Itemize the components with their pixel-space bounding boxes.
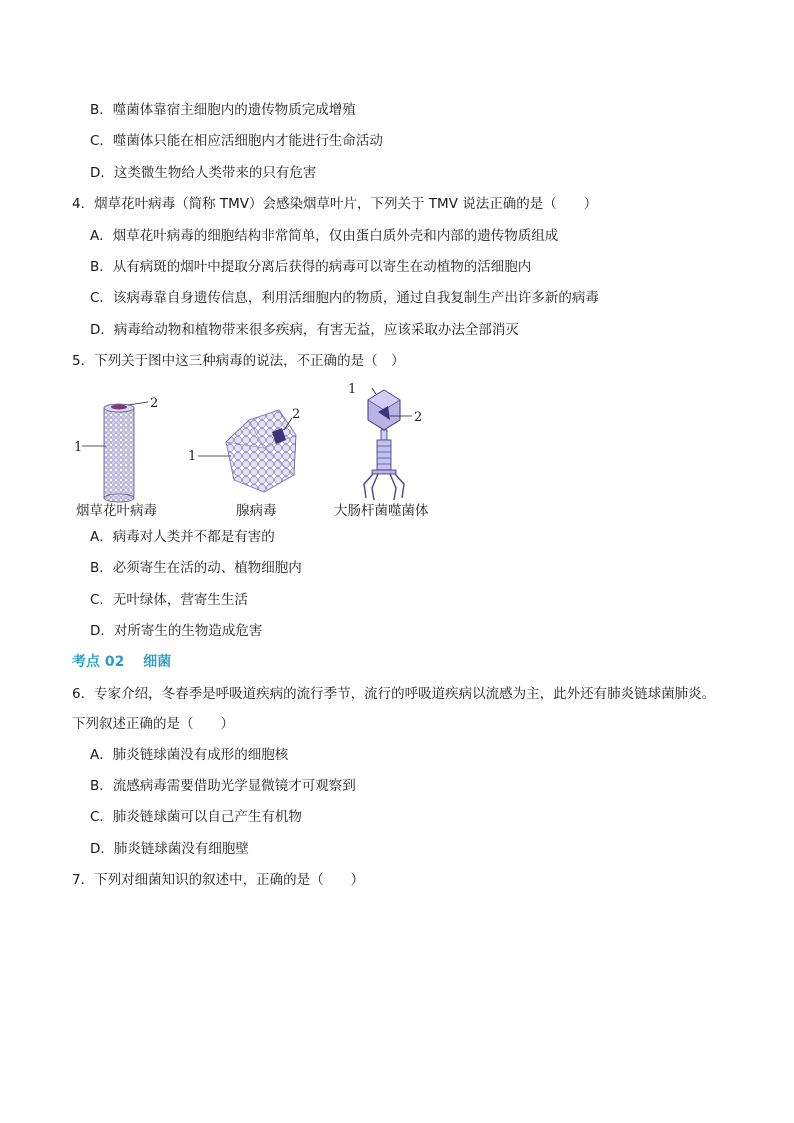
section-heading: 考点 02 细菌 (72, 654, 172, 670)
q3-option-b: B．噬菌体靠宿主细胞内的遗传物质完成增殖 (90, 102, 356, 118)
q5-option-b: B．必须寄生在活的动、植物细胞内 (90, 560, 302, 576)
tobacco-mosaic-virus-drawing (74, 396, 158, 502)
bacteriophage-drawing (348, 382, 422, 500)
q6-option-c: C．肺炎链球菌可以自己产生有机物 (90, 809, 302, 825)
caption-adenovirus: 腺病毒 (236, 503, 277, 519)
caption-tobacco-mosaic-virus: 烟草花叶病毒 (76, 503, 157, 519)
phage-label-1: 1 (348, 382, 357, 397)
q5-stem: 5．下列关于图中这三种病毒的说法，不正确的是（ ） (72, 353, 405, 369)
caption-bacteriophage: 大肠杆菌噬菌体 (334, 503, 429, 519)
phage-label-2: 2 (414, 410, 423, 425)
q6-stem-line1: 6．专家介绍，冬春季是呼吸道疾病的流行季节，流行的呼吸道疾病以流感为主，此外还有肺炎链球菌肺炎。 (72, 686, 716, 702)
q6-stem-line2: 下列叙述正确的是（ ） (72, 716, 234, 732)
q7-stem: 7．下列对细菌知识的叙述中，正确的是（ ） (72, 872, 365, 888)
q4-stem: 4．烟草花叶病毒（简称 TMV）会感染烟草叶片，下列关于 TMV 说法正确的是（ ） (72, 196, 598, 212)
q6-option-d: D．肺炎链球菌没有细胞壁 (90, 841, 249, 857)
adenovirus-label-2: 2 (292, 407, 301, 422)
q5-option-d: D．对所寄生的生物造成危害 (90, 623, 263, 639)
tmv-label-2: 2 (150, 396, 159, 411)
q3-option-c: C．噬菌体只能在相应活细胞内才能进行生命活动 (90, 133, 383, 149)
q5-option-c: C．无叶绿体，营寄生生活 (90, 592, 248, 608)
q4-option-a: A．烟草花叶病毒的细胞结构非常简单，仅由蛋白质外壳和内部的遗传物质组成 (90, 228, 559, 244)
q4-option-c: C．该病毒靠自身遗传信息，利用活细胞内的物质，通过自我复制生产出许多新的病毒 (90, 290, 599, 306)
tmv-label-1: 1 (74, 440, 83, 455)
q3-option-d: D．这类微生物给人类带来的只有危害 (90, 165, 317, 181)
adenovirus-drawing (188, 407, 300, 492)
q6-option-a: A．肺炎链球菌没有成形的细胞核 (90, 747, 289, 763)
q4-option-b: B．从有病斑的烟叶中提取分离后获得的病毒可以寄生在动植物的活细胞内 (90, 259, 532, 275)
q4-option-d: D．病毒给动物和植物带来很多疾病，有害无益，应该采取办法全部消灭 (90, 322, 519, 338)
q5-option-a: A．病毒对人类并不都是有害的 (90, 529, 275, 545)
adenovirus-label-1: 1 (188, 449, 197, 464)
q6-option-b: B．流感病毒需要借助光学显微镜才可观察到 (90, 778, 356, 794)
